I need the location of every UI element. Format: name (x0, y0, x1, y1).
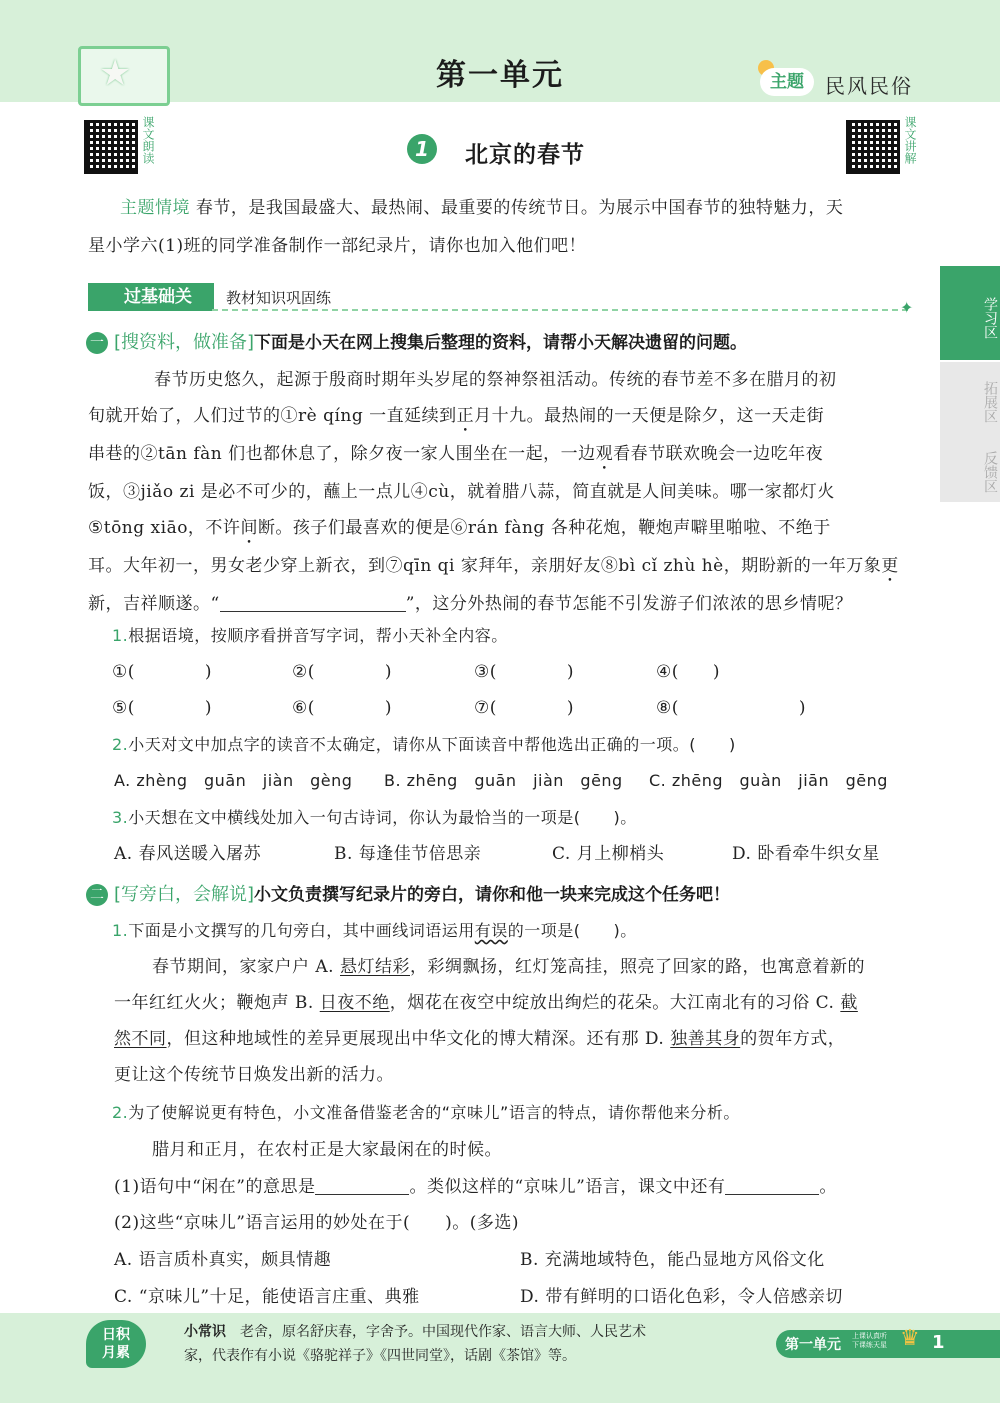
tab-study-zone[interactable]: 学习区 (940, 266, 1000, 360)
qr-label-reading: 课文朗读 (141, 116, 155, 164)
scenario-line-1 (120, 190, 920, 226)
star-decoration-icon: ✦ (900, 298, 914, 317)
question-text: 根据语境，按顺序看拼音写字词，帮小天补全内容。 (128, 626, 508, 645)
question-text: 为了使解说更有特色，小文准备借鉴老舍的“京味儿”语言的特点，请你帮他来分析。 (128, 1103, 740, 1122)
option-c[interactable]: C. zhēng guàn jiān gēng (649, 771, 888, 790)
passage-line: 春节期间，家家户户 A. 悬灯结彩，彩绸飘扬，红灯笼高挂，照亮了回家的路，也寓意着新的 (152, 957, 865, 977)
part1-number: 一 (86, 332, 108, 354)
passage-line: 旬就开始了，人们过节的①rè qíng 一直延续到正月十九。最热闹的一天便是除夕，这一天走街 (88, 406, 825, 426)
dotted-char: 更 (881, 556, 899, 576)
tab-extend-zone[interactable]: 拓展区 (940, 362, 1000, 432)
question-text: 小天对文中加点字的读音不太确定，请你从下面读音中帮他选出正确的一项。( ) (128, 735, 736, 754)
option-d[interactable]: D. 卧看牵牛织女星 (732, 844, 880, 864)
banner-divider (212, 309, 908, 311)
page-number: 1 (932, 1332, 945, 1353)
sub-question-1: (1)语句中“闲在”的意思是 。类似这样的“京味儿”语言，课文中还有 。 (114, 1169, 934, 1205)
section-banner: 过基础关 (88, 283, 214, 311)
theme-value: 民风民俗 (825, 74, 913, 98)
passage-line: ⑤tōng xiāo，不许间断。孩子们最喜欢的便是⑥rán fàng 各种花炮，鞭炮声噼里啪啦、不绝于 (88, 518, 831, 538)
option-c[interactable]: C. 月上柳梢头 (552, 844, 665, 864)
passage-line: 饭，③jiǎo zi 是必不可少的，蘸上一点儿④cù，就着腊八蒜，简直就是人间美味。哪一家都灯火 (88, 482, 835, 502)
answer-slot-4[interactable]: ④( ) (656, 662, 721, 682)
option-b[interactable]: B. zhēng guān jiàn gēng (384, 771, 623, 790)
underlined-term-c: 截 (840, 993, 858, 1013)
star-mascot-icon: ★ (99, 53, 132, 94)
passage-line: 串巷的②tān fàn 们也都休息了，除夕夜一家人围坐在一起，一边观看春节联欢晚会一边吃年夜 (88, 444, 824, 464)
answer-slot-3[interactable]: ③( ) (474, 662, 575, 682)
scenario-line-2: 星小学六(1)班的同学准备制作一部纪录片，请你也加入他们吧！ (88, 236, 587, 256)
tip-line-1: 小常识 老舍，原名舒庆春，字舍予。中国现代作家、语言大师、人民艺术 (184, 1324, 646, 1340)
answer-slot-6[interactable]: ⑥( ) (292, 698, 393, 718)
sub-question-2: (2)这些“京味儿”语言运用的妙处在于( )。(多选) (114, 1213, 519, 1233)
part1-q1 (112, 618, 932, 654)
option-d[interactable]: D. 带有鲜明的口语化色彩，令人倍感亲切 (520, 1287, 843, 1307)
badge-line-1: 日积 (102, 1327, 130, 1343)
answer-slot-1[interactable]: ①( ) (112, 662, 213, 682)
qr-code-explain[interactable] (846, 120, 900, 174)
option-a[interactable]: A. zhèng guān jiàn gèng (114, 771, 353, 790)
option-b[interactable]: B. 每逢佳节倍思亲 (334, 844, 482, 864)
passage-line: 新，吉祥顺遂。“ ”，这分外热闹的春节怎能不引发游子们浓浓的思乡情呢？ (88, 586, 918, 622)
option-b[interactable]: B. 充满地域特色，能凸显地方风俗文化 (520, 1250, 825, 1270)
dotted-char: 正 (456, 406, 475, 426)
question-number: 1. (112, 921, 129, 940)
quote-sentence: 腊月和正月，在农村正是大家最闲在的时候。 (152, 1140, 502, 1160)
part2-heading (114, 881, 934, 909)
part2-q2 (112, 1095, 932, 1131)
qr-label-explain: 课文讲解 (903, 116, 917, 164)
question-number: 2. (112, 735, 129, 754)
tip-label: 小常识 (184, 1324, 226, 1340)
tip-line-2: 家，代表作有小说《骆驼祥子》《四世同堂》，话剧《茶馆》等。 (184, 1348, 576, 1364)
answer-slot-8[interactable]: ⑧( ) (656, 698, 807, 718)
answer-blank-2[interactable] (725, 1174, 819, 1195)
option-a[interactable]: A. 春风送暖入屠苏 (114, 844, 262, 864)
wavy-underlined-text: 有误 (474, 921, 508, 940)
dotted-char: 观 (595, 444, 614, 464)
part2-q1: 1.下面是小文撰写的几句旁白，其中画线词语运用有误的一项是( )。 (112, 921, 637, 940)
unit-title: 第一单元 (436, 58, 564, 93)
section-subtitle: 教材知识巩固练 (226, 289, 332, 307)
part2-number: 二 (86, 884, 108, 906)
lesson-number: 1 (407, 134, 437, 164)
answer-blank-1[interactable] (315, 1174, 409, 1195)
part1-passage (88, 362, 918, 622)
question-number: 1. (112, 626, 129, 645)
underlined-term-d: 独善其身 (670, 1029, 741, 1049)
badge-line-2: 月累 (102, 1345, 130, 1361)
question-text: 小天想在文中横线处加入一句古诗词，你认为最恰当的一项是( )。 (128, 808, 637, 827)
motto-line-2: 下课练天星 (852, 1341, 887, 1349)
underlined-term-c: 然不同 (114, 1029, 167, 1049)
answer-slot-7[interactable]: ⑦( ) (474, 698, 575, 718)
trophy-icon: ♛ (900, 1326, 920, 1351)
dotted-char: 间 (240, 518, 258, 538)
scenario-text-1: 春节，是我国最盛大、最热闹、最重要的传统节日。为展示中国春节的独特魅力，天 (195, 198, 844, 218)
option-a[interactable]: A. 语言质朴真实，颇具情趣 (114, 1250, 332, 1270)
tab-feedback-zone[interactable]: 反馈区 (940, 432, 1000, 502)
daily-accumulation-badge (86, 1320, 146, 1368)
footer-unit-label: 第一单元 (785, 1337, 841, 1353)
poem-blank[interactable] (220, 591, 406, 612)
underlined-term-a: 悬灯结彩 (340, 957, 410, 977)
option-c[interactable]: C. “京味儿”十足，能使语言庄重、典雅 (114, 1287, 420, 1307)
part1-tag: [搜资料，做准备] (114, 332, 255, 353)
part1-instruction: 下面是小天在网上搜集后整理的资料，请帮小天解决遗留的问题。 (254, 333, 748, 353)
question-number: 2. (112, 1103, 129, 1122)
underlined-term-b: 日夜不绝 (319, 993, 390, 1013)
passage-line: 春节历史悠久，起源于殷商时期年头岁尾的祭神祭祖活动。传统的春节差不多在腊月的初 (154, 370, 837, 390)
passage-line: 然不同，但这种地域性的差异更展现出中华文化的博大精深。还有那 D. 独善其身的贺年方式， (114, 1029, 846, 1049)
part2-tag: [写旁白，会解说] (114, 884, 255, 905)
answer-slot-5[interactable]: ⑤( ) (112, 698, 213, 718)
lesson-title: 北京的春节 (465, 142, 585, 168)
part1-heading (114, 329, 934, 357)
part2-instruction: 小文负责撰写纪录片的旁白，请你和他一块来完成这个任务吧！ (254, 885, 731, 905)
part1-q2 (112, 727, 932, 763)
qr-code-reading[interactable] (84, 120, 138, 174)
theme-label: 主题 (760, 68, 814, 96)
tip-box (184, 1320, 744, 1368)
footer-motto (852, 1332, 900, 1350)
answer-slot-2[interactable]: ②( ) (292, 662, 393, 682)
scenario-label: 主题情境 (120, 198, 190, 218)
question-number: 3. (112, 808, 129, 827)
part1-q3 (112, 800, 932, 836)
passage-line: 更让这个传统节日焕发出新的活力。 (114, 1065, 394, 1085)
motto-line-1: 上课认真听 (852, 1332, 887, 1340)
part2-passage (88, 949, 918, 1093)
passage-line: 耳。大年初一，男女老少穿上新衣，到⑦qīn qi 家拜年，亲朋好友⑧bì cǐ zhù hè，期盼新的一年万象更 (88, 556, 899, 576)
passage-line: 一年红红火火；鞭炮声 B. 日夜不绝，烟花在夜空中绽放出绚烂的花朵。大江南北有的习俗 C. 截 (114, 993, 858, 1013)
